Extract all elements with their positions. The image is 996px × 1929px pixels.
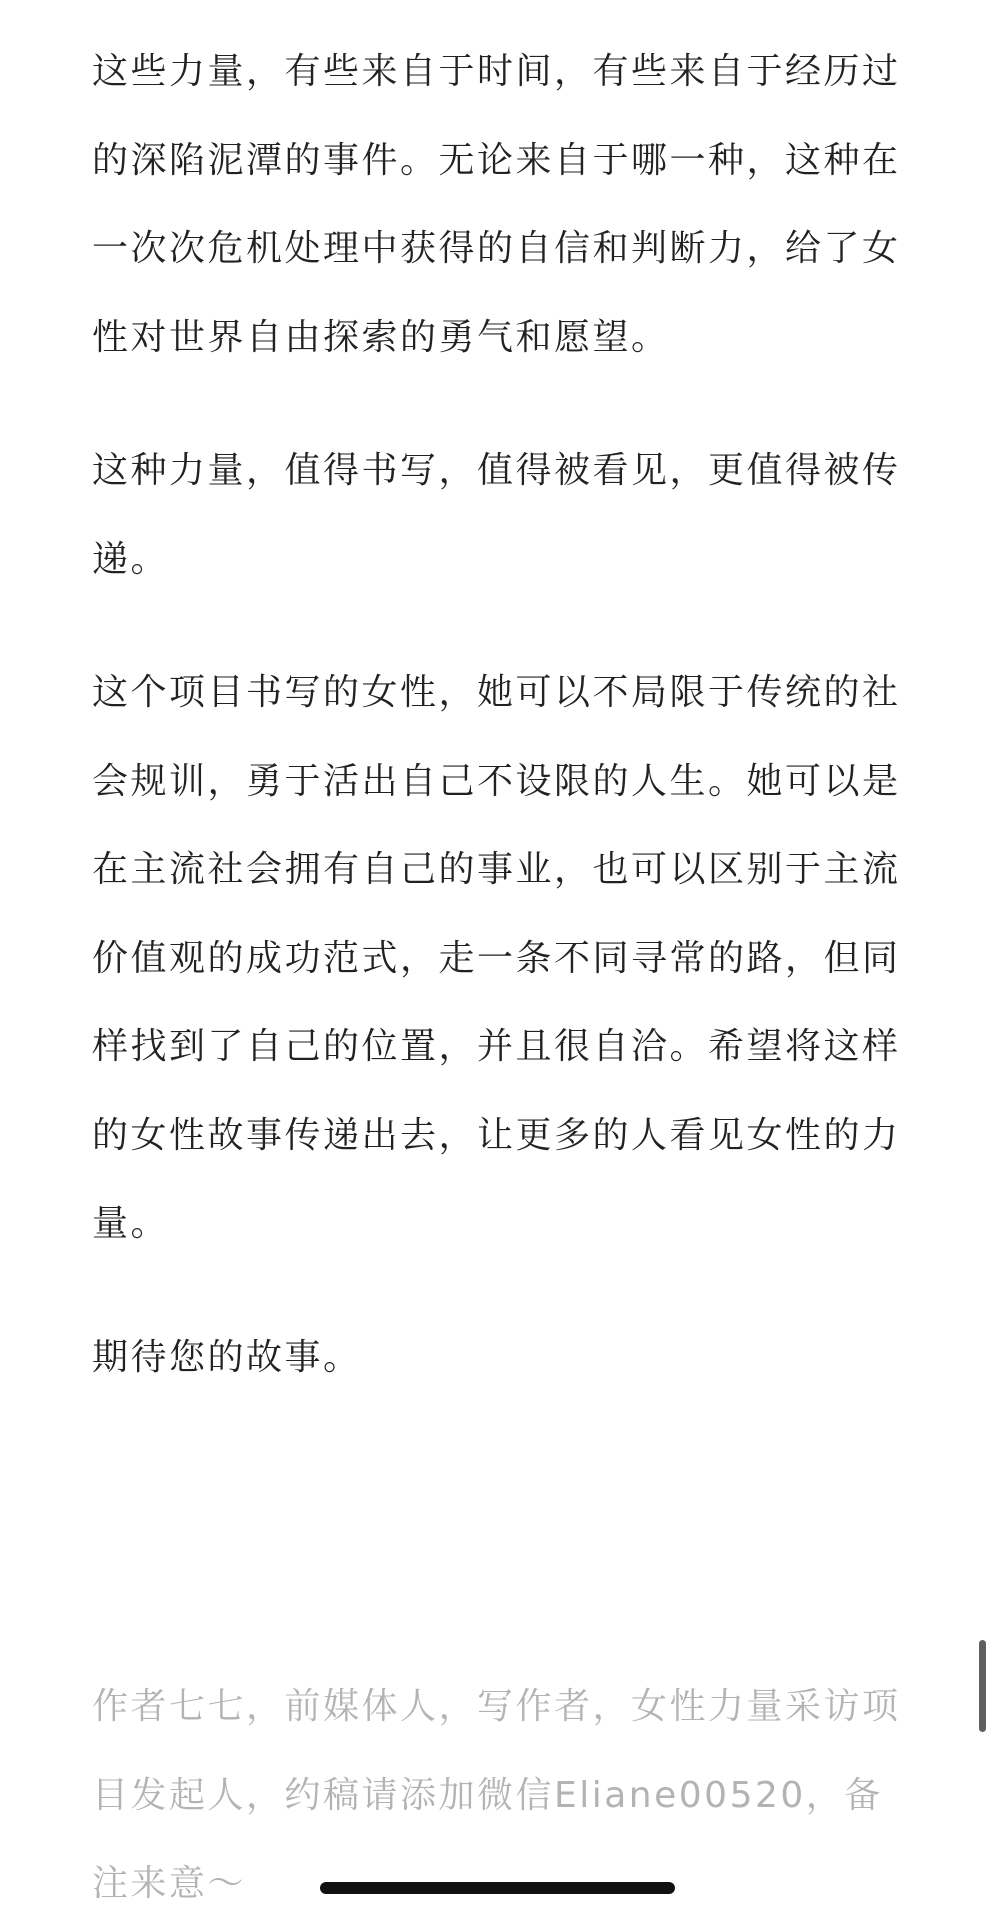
- home-indicator[interactable]: [320, 1882, 675, 1894]
- paragraph-3: 这个项目书写的女性，她可以不局限于传统的社会规训，勇于活出自己不设限的人生。她可以是在主流社会拥有自己的事业，也可以区别于主流价值观的成功范式，走一条不同寻常的路，但同样找到了自己的位置，并且很自洽。希望将这样的女性故事传递出去，让更多的人看见女性的力量。: [92, 672, 901, 1244]
- article-body: [92, 28, 904, 1402]
- paragraph-4: 期待您的故事。: [92, 1336, 362, 1378]
- author-note: 作者七七，前媒体人，写作者，女性力量采访项目发起人，约稿请添加微信Eliane00520，备注来意～: [92, 1686, 901, 1904]
- paragraph-1: 这些力量，有些来自于时间，有些来自于经历过的深陷泥潭的事件。无论来自于哪一种，这种在一次次危机处理中获得的自信和判断力，给了女性对世界自由探索的勇气和愿望。: [92, 51, 901, 358]
- paragraph-2: 这种力量，值得书写，值得被看见，更值得被传递。: [92, 450, 901, 580]
- scrollbar-thumb[interactable]: [979, 1640, 986, 1732]
